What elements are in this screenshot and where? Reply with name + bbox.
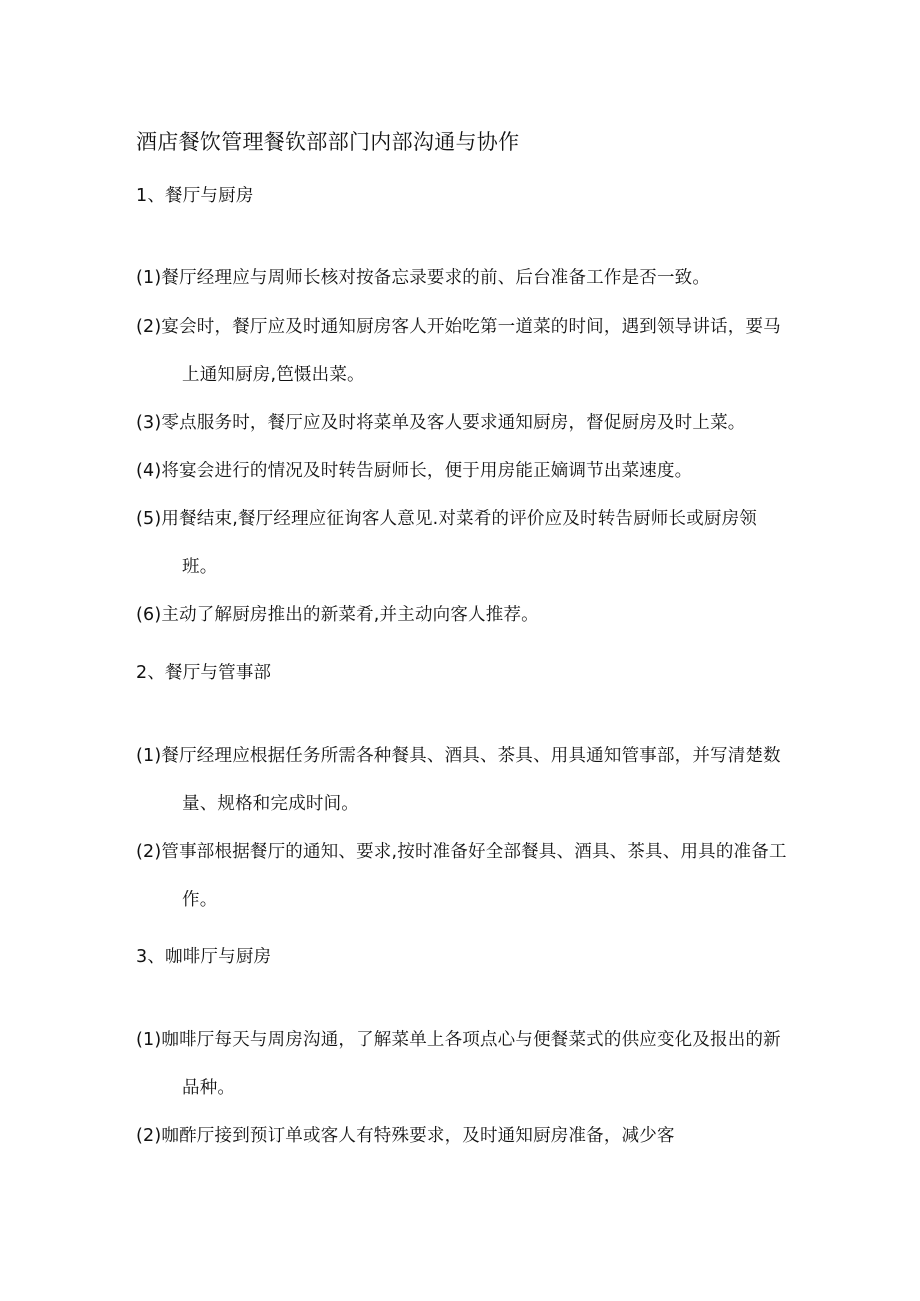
section-heading-1: 1、餐厅与厨房 <box>136 186 254 206</box>
paragraph-1-2: (2)宴会时，餐厅应及时通知厨房客人开始吃第一道菜的时间，遇到领导讲话，要马 <box>136 317 781 337</box>
paragraph-3-1-continuation: 品种。 <box>182 1078 236 1098</box>
paragraph-1-1: (1)餐厅经理应与周师长核对按备忘录要求的前、后台准备工作是否一致。 <box>136 268 711 288</box>
paragraph-2-1: (1)餐厅经理应根据任务所需各种餐具、酒具、茶具、用具通知管事部，并写清楚数 <box>136 746 781 766</box>
section-heading-2: 2、餐厅与管事部 <box>136 663 272 683</box>
section-heading-3: 3、咖啡厅与厨房 <box>136 947 272 967</box>
document-title: 酒店餐饮管理餐钦部部门内部沟通与协作 <box>136 130 520 154</box>
paragraph-2-2-continuation: 作。 <box>182 890 218 910</box>
paragraph-1-2-continuation: 上通知厨房,笆慑出菜。 <box>182 365 365 385</box>
paragraph-1-5-continuation: 班。 <box>182 557 218 577</box>
paragraph-3-2: (2)咖酢厅接到预订单或客人有特殊要求，及时通知厨房准备，减少客 <box>136 1126 675 1146</box>
paragraph-2-2: (2)管事部根据餐厅的通知、要求,按时准备好全部餐具、酒具、茶具、用具的准备工 <box>136 842 787 862</box>
paragraph-3-1: (1)咖啡厅每天与周房沟通，了解菜单上各项点心与便餐菜式的供应变化及报出的新 <box>136 1030 781 1050</box>
paragraph-1-3: (3)零点服务时，餐厅应及时将菜单及客人要求通知厨房，督促厨房及时上菜。 <box>136 413 746 433</box>
paragraph-2-1-continuation: 量、规格和完成时间。 <box>182 794 359 814</box>
paragraph-1-4: (4)将宴会进行的情况及时转告厨师长，便于用房能正嫡调节出菜速度。 <box>136 461 693 481</box>
paragraph-1-6: (6)主动了解厨房推出的新菜肴,并主动向客人推荐。 <box>136 605 539 625</box>
paragraph-1-5: (5)用餐结束,餐厅经理应征询客人意见.对菜肴的评价应及时转告厨师长或厨房领 <box>136 509 758 529</box>
